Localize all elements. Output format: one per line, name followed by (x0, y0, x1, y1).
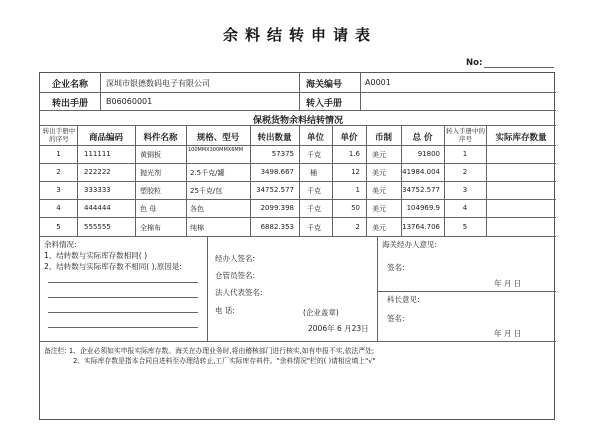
cell-spec[interactable]: 2.5千克/罐 (190, 169, 225, 177)
cell-spec[interactable]: 25千克/包 (190, 187, 223, 195)
form-frame (39, 72, 555, 420)
cell-qty[interactable]: 57375 (271, 150, 294, 158)
cell-code[interactable]: 333333 (84, 186, 111, 194)
cell-name[interactable]: 全棉布 (140, 224, 161, 232)
chief-date: 年 月 日 (494, 329, 522, 338)
cell-qty[interactable]: 34752.577 (256, 186, 294, 194)
col-currency: 币制 (374, 133, 392, 143)
customs-handler-date: 年 月 日 (494, 279, 522, 288)
surplus-title: 余料情况: (44, 240, 77, 249)
col-spec: 规格、型号 (196, 133, 240, 143)
cell-name[interactable]: 色 母 (140, 205, 157, 213)
cell-code[interactable]: 555555 (84, 223, 111, 231)
cell-qty[interactable]: 2099.398 (260, 204, 294, 212)
signature-date: 2006年 6 月23日 (308, 324, 369, 333)
reason-line-2[interactable] (48, 297, 198, 298)
out-manual-label: 转出手册 (52, 99, 89, 109)
cell-currency[interactable]: 美元 (372, 224, 386, 232)
reason-line-3[interactable] (48, 312, 198, 313)
col-out-seq: 转出手册中的序号 (42, 127, 76, 143)
out-manual-value[interactable]: B06060001 (106, 97, 153, 106)
cell-currency[interactable]: 美元 (372, 151, 386, 159)
col-in-seq: 转入手册中的序号 (446, 127, 485, 143)
cell-total[interactable]: 41984.004 (402, 168, 440, 176)
col-code: 商品编码 (88, 133, 123, 143)
cell-in-seq[interactable]: 5 (462, 223, 468, 231)
chief-opinion-label: 科长意见: (387, 295, 420, 304)
customs-code-value[interactable]: A0001 (365, 78, 391, 87)
cell-name[interactable]: 塑胶粒 (140, 187, 161, 195)
cell-total[interactable]: 34752.577 (402, 186, 440, 194)
cell-in-seq[interactable]: 1 (462, 150, 468, 158)
cell-qty[interactable]: 6882.353 (260, 223, 294, 231)
notes-line-1: 备注栏: 1、企业必须如实申报实际库存数。海关在办理业务时,将由稽核部门进行核实,如有申报不实,依法严处; (44, 347, 375, 355)
legal-rep-signature-label: 法人代表签名: (215, 288, 263, 297)
form-title: 余料结转申请表 (222, 26, 377, 44)
cell-unit[interactable]: 千克 (307, 187, 321, 195)
reason-line-4[interactable] (48, 327, 198, 328)
cell-in-seq[interactable]: 4 (462, 204, 468, 212)
warehouse-signature-label: 仓管员签名: (215, 271, 256, 280)
cell-currency[interactable]: 美元 (372, 187, 386, 195)
cell-in-seq[interactable]: 2 (462, 168, 468, 176)
cell-out-seq[interactable]: 1 (56, 150, 61, 158)
company-seal-label: (企业盖章) (303, 308, 339, 317)
cell-price[interactable]: 2 (355, 223, 360, 231)
cell-code[interactable]: 444444 (84, 204, 111, 212)
col-total: 总 价 (412, 133, 433, 143)
section-title: 保税货物余料结转情况 (252, 116, 343, 126)
col-name: 料件名称 (143, 133, 178, 143)
cell-price[interactable]: 1 (355, 186, 360, 194)
cell-name[interactable]: 抛光剂 (140, 169, 161, 177)
cell-name[interactable]: 黄铜板 (140, 151, 161, 159)
cell-unit[interactable]: 千克 (307, 151, 321, 159)
cell-spec[interactable]: 纯棉 (190, 224, 204, 232)
enterprise-value[interactable]: 深圳市银德数码电子有限公司 (106, 79, 210, 88)
cell-in-seq[interactable]: 3 (462, 186, 468, 194)
form-number-field[interactable] (484, 67, 554, 68)
customs-code-label: 海关编号 (306, 80, 343, 90)
cell-spec[interactable]: 100MMX300MMX6MM (188, 147, 244, 153)
cell-unit[interactable]: 千克 (307, 205, 321, 213)
cell-currency[interactable]: 美元 (372, 205, 386, 213)
col-unit: 单位 (306, 133, 324, 143)
reason-line-1[interactable] (48, 282, 198, 283)
notes-line-2: 2、实际库存数是指本合同自进料至办理结转止,工厂实际库存料件。"余料情况"栏的( )请相应填上"√" (73, 357, 376, 365)
cell-unit[interactable]: 千克 (307, 224, 321, 232)
cell-total[interactable]: 91800 (417, 150, 440, 158)
cell-price[interactable]: 50 (351, 204, 360, 212)
cell-out-seq[interactable]: 2 (56, 168, 61, 176)
surplus-option-same[interactable]: 1、结转数与实际库存数相同( ) (44, 251, 148, 260)
cell-code[interactable]: 111111 (84, 150, 111, 158)
col-stock: 实际库存数量 (495, 133, 547, 143)
col-qty: 转出数量 (257, 133, 292, 143)
cell-total[interactable]: 13764.706 (402, 223, 440, 231)
handler-signature-label: 经办人签名: (215, 254, 256, 263)
cell-spec[interactable]: 各色 (190, 205, 204, 213)
cell-total[interactable]: 104969.9 (406, 204, 440, 212)
cell-out-seq[interactable]: 3 (56, 186, 61, 194)
phone-label: 电 话: (215, 306, 235, 315)
customs-handler-opinion-label: 海关经办人意见: (382, 240, 438, 249)
cell-code[interactable]: 222222 (84, 168, 111, 176)
col-price: 单价 (340, 133, 358, 143)
cell-unit[interactable]: 桶 (310, 169, 317, 177)
surplus-option-different[interactable]: 2、结转数与实际库存数不相同( ),原因是: (44, 262, 182, 271)
enterprise-label: 企业名称 (52, 80, 89, 90)
cell-currency[interactable]: 美元 (372, 169, 386, 177)
in-manual-label: 转入手册 (306, 99, 343, 109)
customs-handler-signature-label: 签名: (387, 263, 405, 272)
form-number-label: No: (466, 58, 483, 68)
cell-price[interactable]: 1.6 (348, 150, 360, 158)
cell-out-seq[interactable]: 5 (56, 223, 61, 231)
cell-price[interactable]: 12 (351, 168, 360, 176)
cell-out-seq[interactable]: 4 (56, 204, 61, 212)
cell-qty[interactable]: 3498.667 (260, 168, 294, 176)
chief-signature-label: 签名: (387, 314, 405, 323)
